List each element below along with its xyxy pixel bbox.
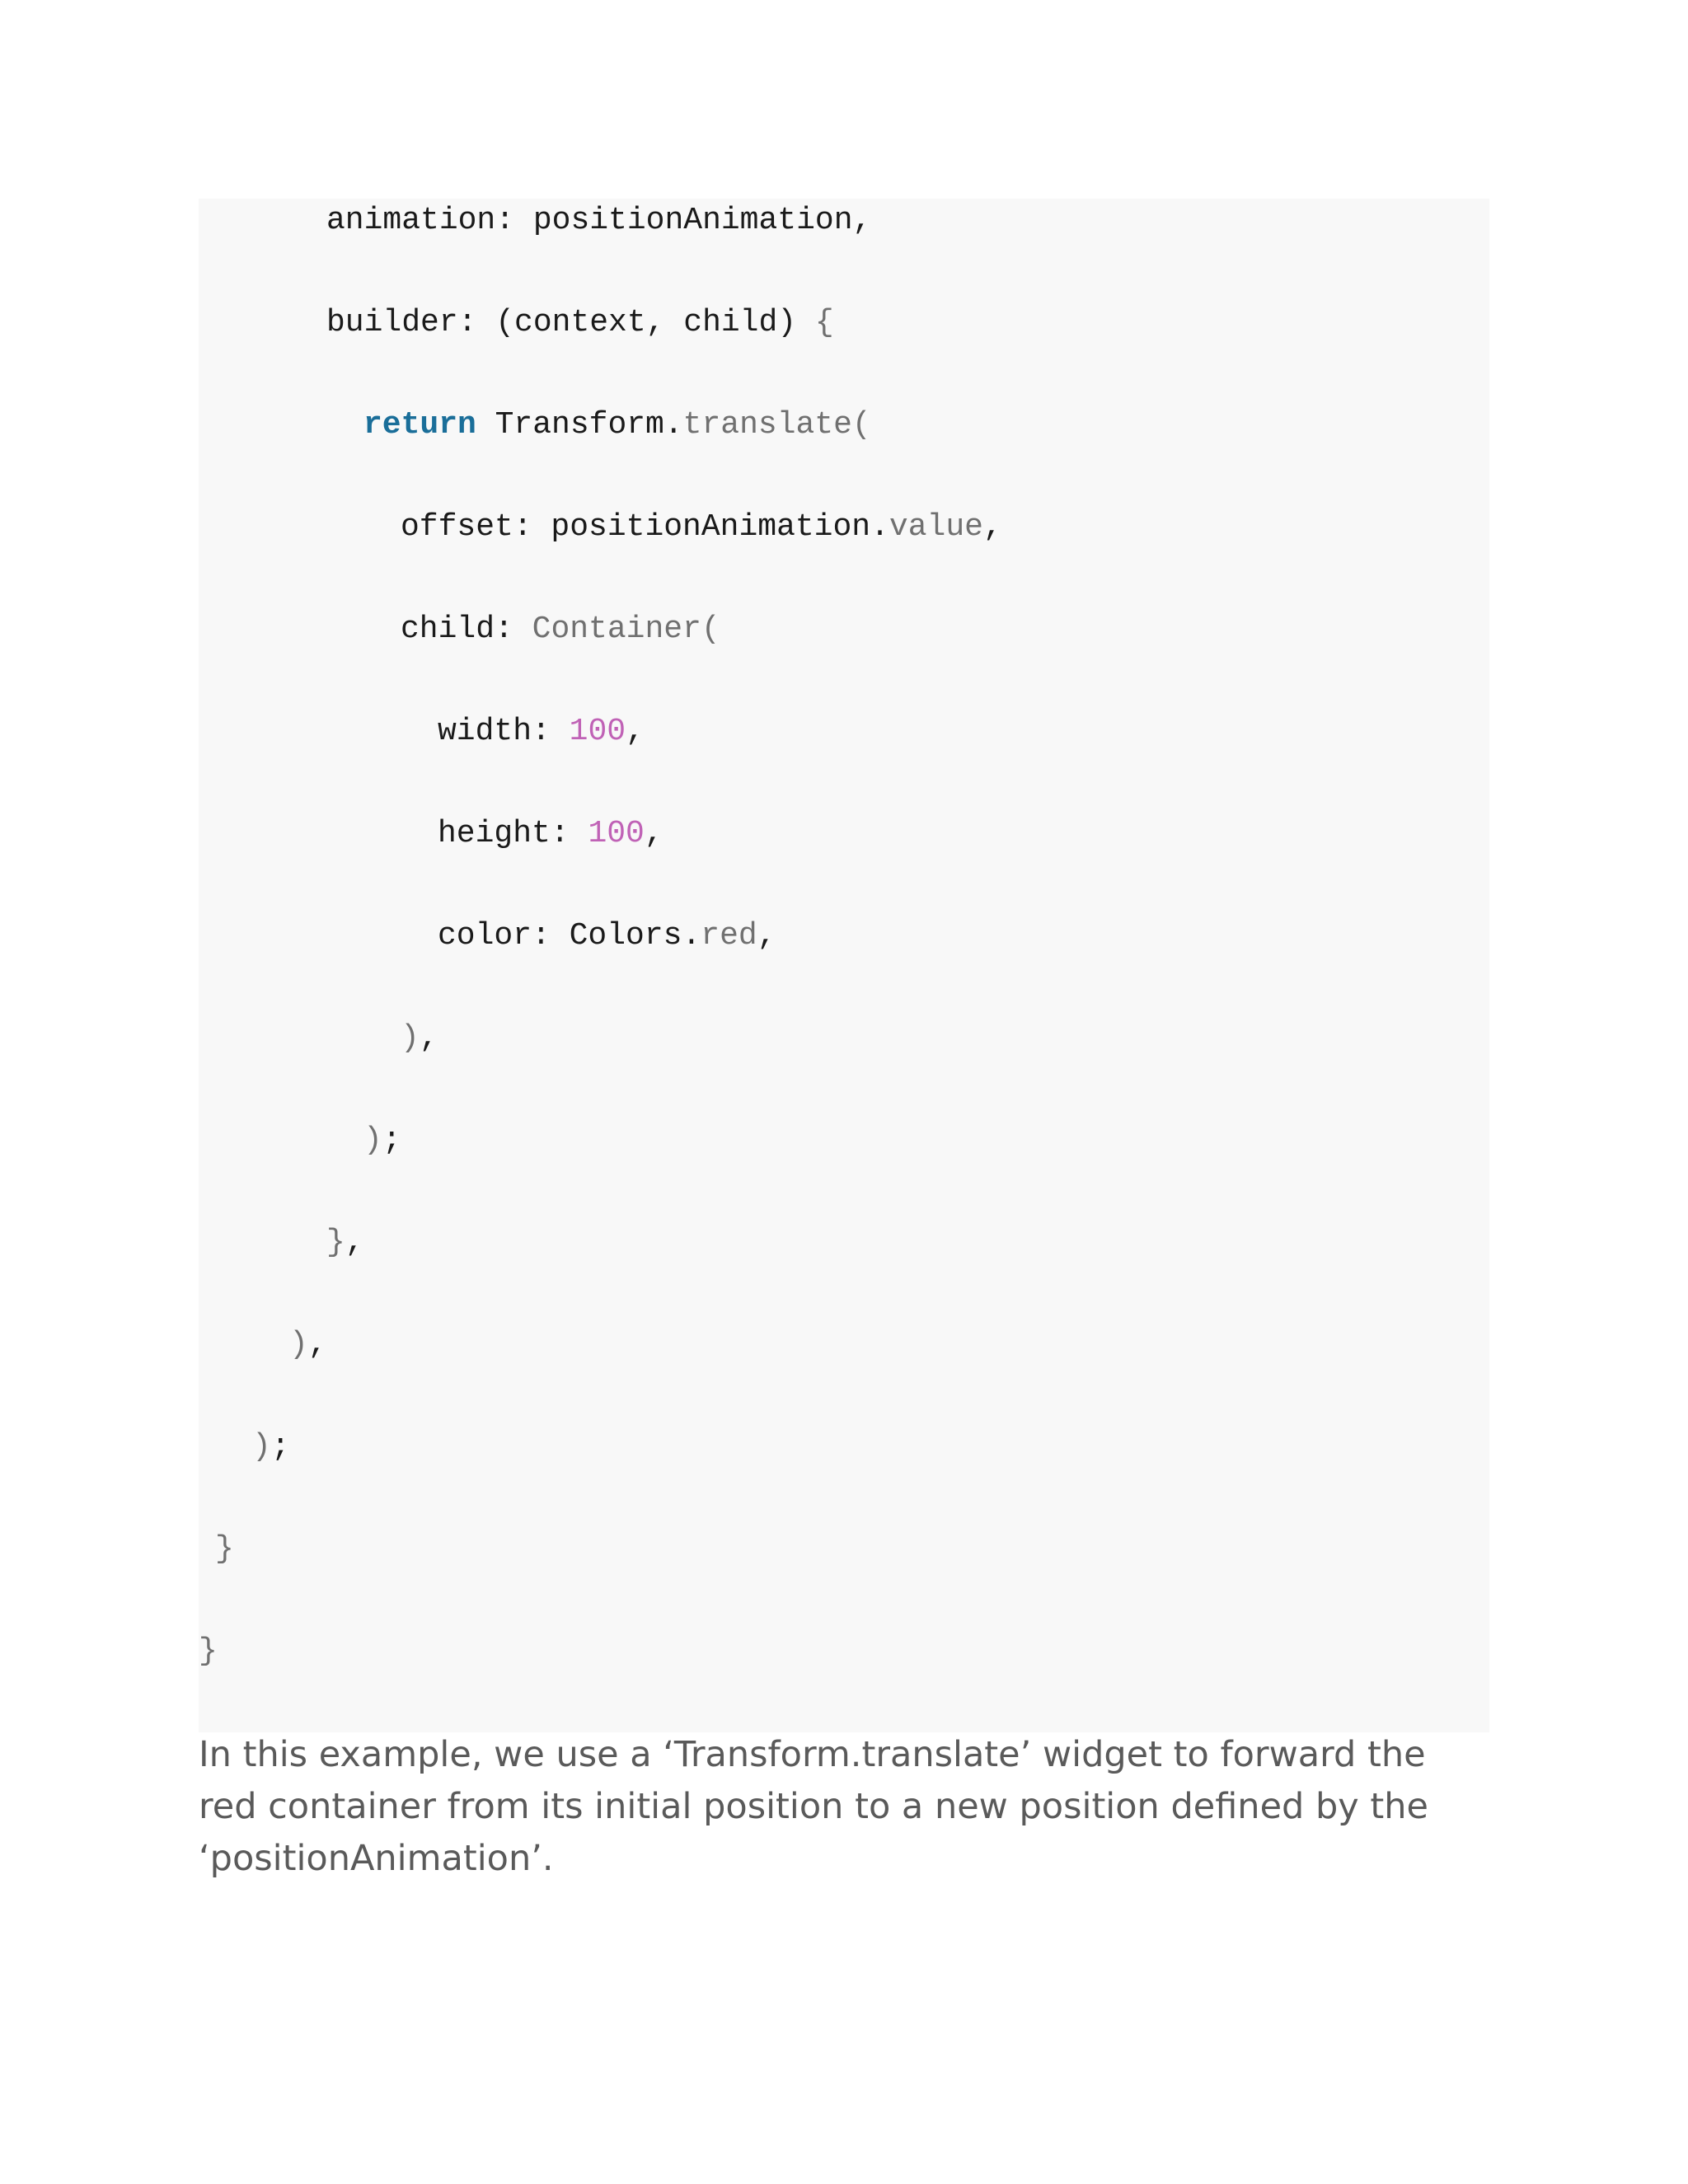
code-token: , [626,714,645,749]
code-token: width: [438,714,570,749]
code-token: } [215,1531,234,1567]
code-line [438,814,663,854]
code-line [438,712,645,752]
code-token: 100 [588,816,645,851]
code-token: color: Colors. [438,918,701,954]
code-line [215,1530,234,1569]
code-line [438,916,776,956]
code-token: height: [438,816,588,851]
code-token: , [345,1225,364,1260]
code-line [401,610,720,649]
code-token: value [889,509,983,545]
code-token: Container( [532,612,720,647]
code-line [252,1427,290,1467]
code-token: ) [289,1327,308,1362]
code-token: } [199,1633,218,1669]
code-token: red [701,918,757,954]
code-line [363,1121,401,1160]
code-token: ) [363,1122,382,1158]
code-token: , [757,918,776,954]
code-token: ) [401,1020,420,1056]
code-line [401,508,1002,547]
code-token: animation: positionAnimation, [326,203,872,238]
code-token: Transform. [476,407,683,443]
code-block [199,199,1489,1732]
code-line [326,1223,364,1263]
code-token: ; [270,1429,290,1465]
code-token: ; [382,1122,401,1158]
code-token: { [814,305,834,340]
code-line [289,1325,327,1365]
code-line [363,405,871,445]
code-line [401,1019,438,1058]
code-token: offset: positionAnimation. [401,509,889,545]
code-token: , [644,816,663,851]
code-line [199,1632,218,1671]
code-token: , [982,509,1002,545]
code-token: } [326,1225,345,1260]
code-token: builder: (context, child) [326,305,815,340]
code-token: ) [252,1429,271,1465]
code-token: return [363,407,476,443]
code-line [326,201,871,241]
code-token: 100 [569,714,626,749]
caption-paragraph: In this example, we use a ‘Transform.translate’ widget to forward the red container from its initial position to a new position defined by the ‘positionAnimation’. [199,1734,1428,1879]
code-token: child: [401,612,532,647]
code-line [326,303,834,343]
code-token: , [307,1327,327,1362]
code-token: translate( [682,407,871,443]
code-token: , [419,1020,438,1056]
